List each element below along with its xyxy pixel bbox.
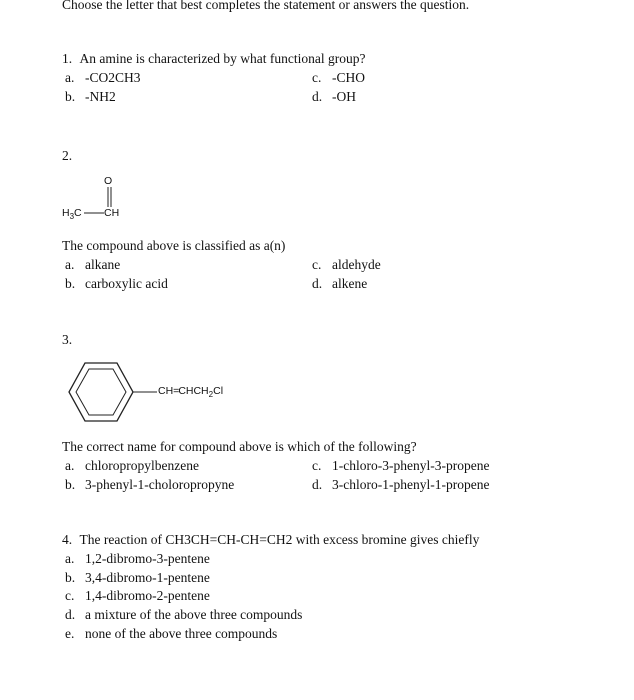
question-stem: The reaction of CH3CH=CH-CH=CH2 with excess bromine gives chiefly	[79, 532, 480, 547]
question-2-number: 2.	[62, 148, 73, 163]
option-text: 3,4-dibromo-1-pentene	[85, 570, 210, 585]
option-3d[interactable]	[312, 477, 489, 493]
option-text: 3-chloro-1-phenyl-1-propene	[332, 477, 490, 492]
option-text: alkane	[85, 257, 121, 272]
question-1	[62, 51, 366, 67]
question-stem: An amine is characterized by what functional group?	[79, 51, 366, 66]
option-text: -CHO	[332, 70, 365, 85]
option-letter: e.	[65, 626, 75, 641]
benzene-ring-structure	[68, 362, 158, 424]
option-2b[interactable]	[65, 276, 168, 292]
option-letter: d.	[312, 276, 323, 291]
option-text: -CO2CH3	[85, 70, 141, 85]
option-letter: b.	[65, 276, 76, 291]
option-letter: c.	[312, 458, 322, 473]
option-text: 1,2-dibromo-3-pentene	[85, 551, 210, 566]
instructions: Choose the letter that best completes the statement or answers the question.	[62, 0, 470, 12]
option-text: -OH	[332, 89, 356, 104]
option-letter: a.	[65, 551, 75, 566]
option-1a[interactable]	[65, 70, 141, 86]
option-letter: a.	[65, 70, 75, 85]
option-letter: a.	[65, 257, 75, 272]
option-letter: c.	[65, 588, 75, 603]
substituent-label: $CH=CHCH_2Cl$	[158, 385, 224, 400]
option-text: 1-chloro-3-phenyl-3-propene	[332, 458, 490, 473]
option-letter: d.	[65, 607, 76, 622]
option-letter: d.	[312, 477, 323, 492]
option-2a[interactable]	[65, 257, 120, 273]
option-4d[interactable]	[65, 607, 302, 623]
question-2-stem: The compound above is classified as a(n)	[62, 238, 286, 253]
option-letter: b.	[65, 89, 76, 104]
option-text: 1,4-dibromo-2-pentene	[85, 588, 210, 603]
option-4e[interactable]	[65, 626, 277, 642]
option-letter: c.	[312, 257, 322, 272]
option-letter: b.	[65, 477, 76, 492]
option-1d[interactable]	[312, 89, 356, 105]
aldehyde-group-label: CH	[104, 207, 120, 219]
option-4a[interactable]	[65, 551, 210, 567]
option-letter: c.	[312, 70, 322, 85]
methyl-group-label: $H_3C$	[62, 207, 82, 222]
option-3b[interactable]	[65, 477, 234, 493]
question-3-stem: The correct name for compound above is which of the following?	[62, 439, 417, 454]
question-3-number: 3.	[62, 332, 73, 347]
question-4	[62, 532, 479, 548]
option-text: none of the above three compounds	[85, 626, 278, 641]
option-text: 3-phenyl-1-choloropropyne	[85, 477, 235, 492]
option-letter: a.	[65, 458, 75, 473]
option-text: -NH2	[85, 89, 116, 104]
oxygen-atom: O	[104, 175, 113, 187]
option-3a[interactable]	[65, 458, 199, 474]
option-4b[interactable]	[65, 570, 210, 586]
option-2c[interactable]	[312, 257, 381, 273]
option-text: carboxylic acid	[85, 276, 168, 291]
option-text: aldehyde	[332, 257, 381, 272]
option-3c[interactable]	[312, 458, 489, 474]
option-1c[interactable]	[312, 70, 365, 86]
option-text: alkene	[332, 276, 368, 291]
option-text: a mixture of the above three compounds	[85, 607, 303, 622]
question-number: 4.	[62, 532, 73, 547]
option-1b[interactable]	[65, 89, 116, 105]
question-number: 1.	[62, 51, 73, 66]
option-4c[interactable]	[65, 588, 210, 604]
option-letter: b.	[65, 570, 76, 585]
option-2d[interactable]	[312, 276, 367, 292]
option-letter: d.	[312, 89, 323, 104]
option-text: chloropropylbenzene	[85, 458, 199, 473]
